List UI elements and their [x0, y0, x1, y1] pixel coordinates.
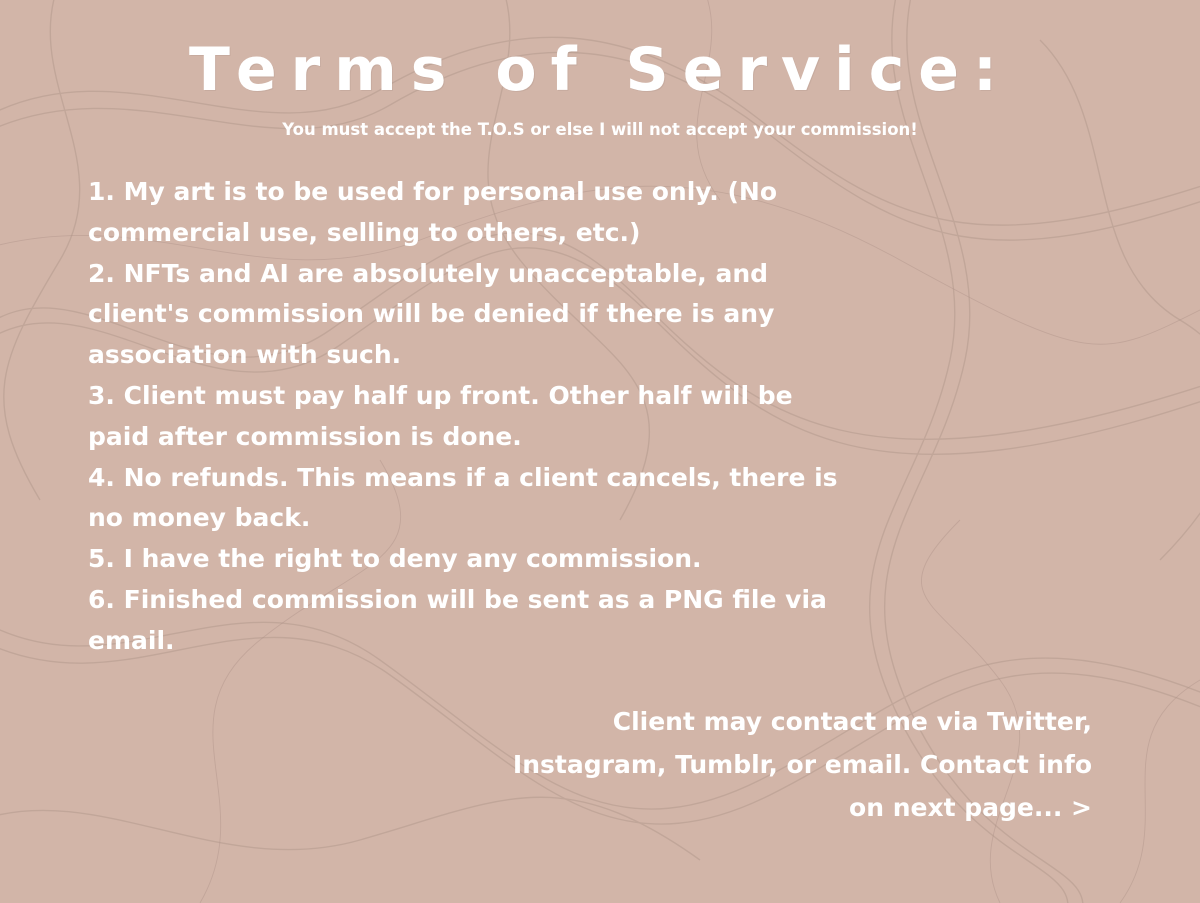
contact-line-1: Client may contact me via Twitter,	[612, 707, 1092, 736]
term-item	[88, 580, 848, 662]
term-text: Client must pay half up front. Other half will be paid after commission is done.	[88, 380, 793, 451]
contact-line-2: Instagram, Tumblr, or email. Contact info	[512, 750, 1092, 779]
term-item	[88, 539, 848, 580]
term-text: Finished commission will be sent as a PNG file via email.	[88, 584, 827, 655]
term-number: 2.	[88, 258, 115, 288]
contact-note	[472, 700, 1092, 829]
page-subtitle: You must accept the T.O.S or else I will not accept your commission!	[282, 120, 918, 139]
term-number: 1.	[88, 177, 115, 206]
term-text: No refunds. This means if a client cancels, there is no money back.	[88, 462, 838, 533]
term-item	[88, 376, 848, 458]
term-text: NFTs and AI are absolutely unacceptable, and client's commission will be denied if there is any association with such.	[88, 258, 775, 370]
term-text: I have the right to deny any commission.	[123, 544, 702, 574]
term-item	[88, 172, 848, 254]
term-number: 6.	[88, 584, 115, 614]
terms-list	[88, 172, 848, 662]
page-title: Terms of Service:	[188, 35, 1011, 105]
term-number: 3.	[88, 380, 115, 410]
term-number: 5.	[88, 544, 115, 574]
term-number: 4.	[88, 462, 115, 492]
contact-next-page-link: on next page... >	[849, 793, 1092, 822]
term-item	[88, 458, 848, 540]
term-text: My art is to be used for personal use only. (No commercial use, selling to others, etc.)	[88, 177, 777, 247]
term-item	[88, 254, 848, 376]
